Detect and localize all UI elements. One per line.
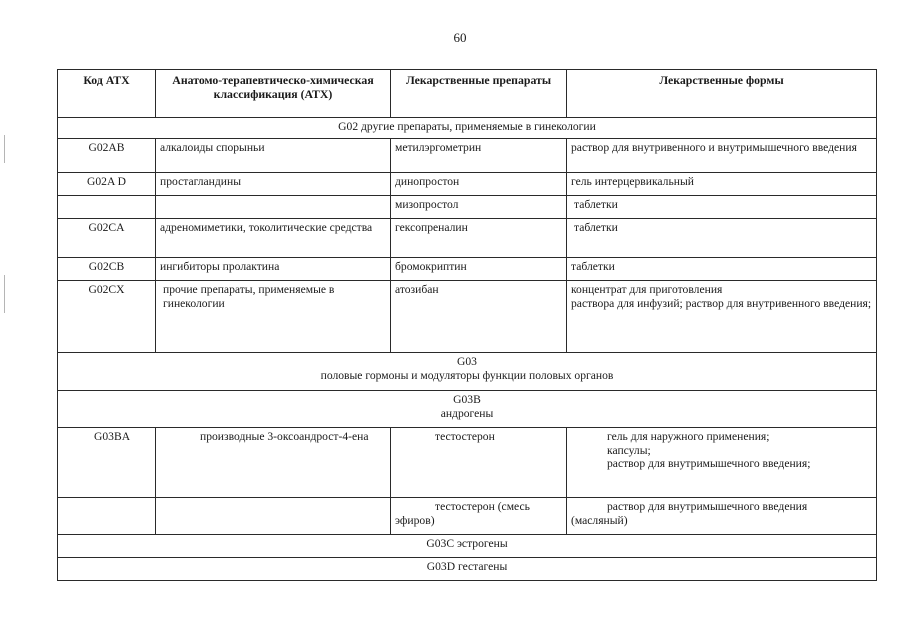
row-drug [391, 498, 567, 535]
row-code: G02CA [58, 219, 156, 258]
form-line: концентрат для приготовления [571, 283, 723, 296]
section-g02: G02 другие препараты, применяемые в гинекологии [58, 118, 877, 139]
section-g03b [58, 391, 877, 428]
section-row [58, 391, 877, 428]
row-form: таблетки [567, 219, 877, 258]
row-class: ингибиторы пролактина [156, 258, 391, 281]
left-margin-mark [4, 135, 5, 163]
row-code: G02A D [58, 173, 156, 196]
row-form: гель интерцервикальный [567, 173, 877, 196]
section-g03c: G03C эстрогены [58, 535, 877, 558]
row-drug: бромокриптин [391, 258, 567, 281]
row-code [58, 196, 156, 219]
row-code: G02CX [58, 281, 156, 353]
table-row [58, 428, 877, 498]
section-title: половые гормоны и модуляторы функции половых органов [320, 368, 614, 382]
table-row [58, 173, 877, 196]
drug-line: эфиров) [395, 513, 435, 527]
row-class: алкалоиды спорыньи [156, 139, 391, 173]
row-form: раствор для внутривенного и внутримышечного введения [567, 139, 877, 173]
row-form [567, 498, 877, 535]
form-line: раствор для внутримышечного введения; [607, 457, 811, 470]
table-row [58, 498, 877, 535]
form-line: гель для наружного применения; [607, 430, 770, 443]
form-line: (масляный) [571, 513, 628, 527]
row-form: таблетки [567, 196, 877, 219]
section-g03 [58, 353, 877, 391]
row-form: таблетки [567, 258, 877, 281]
row-code: G02CB [58, 258, 156, 281]
table-row [58, 196, 877, 219]
row-code: G03BA [58, 428, 156, 498]
section-g03d: G03D гестагены [58, 558, 877, 581]
row-drug: гексопреналин [391, 219, 567, 258]
row-code [58, 498, 156, 535]
row-class [156, 196, 391, 219]
header-classification: Анатомо-терапевтическо-химическая классификация (АТХ) [156, 70, 391, 118]
row-drug: атозибан [391, 281, 567, 353]
row-drug: тестостерон [391, 428, 567, 498]
section-code: G03 [457, 355, 477, 368]
row-code: G02AB [58, 139, 156, 173]
row-drug: метилэргометрин [391, 139, 567, 173]
table-header-row [58, 70, 877, 118]
row-drug: мизопростол [391, 196, 567, 219]
row-form [567, 428, 877, 498]
section-row [58, 558, 877, 581]
form-line: раствор для внутримышечного введения [607, 500, 808, 513]
row-form [567, 281, 877, 353]
table-row [58, 139, 877, 173]
header-forms: Лекарственные формы [567, 70, 877, 118]
section-code: G03B [453, 393, 481, 406]
section-title: андрогены [440, 406, 494, 420]
table-row [58, 219, 877, 258]
form-line: раствора для инфузий; раствор для внутривенного введения; [571, 296, 872, 310]
row-class: производные 3-оксоандрост-4-ена [156, 428, 391, 498]
form-line: капсулы; [607, 443, 651, 457]
header-code: Код АТХ [58, 70, 156, 118]
section-row [58, 535, 877, 558]
atx-table [57, 69, 877, 581]
row-class [156, 498, 391, 535]
row-drug: динопростон [391, 173, 567, 196]
page-number: 60 [453, 30, 467, 45]
section-row [58, 118, 877, 139]
row-class: прочие препараты, применяемые в гинекологии [156, 281, 391, 353]
header-drugs: Лекарственные препараты [391, 70, 567, 118]
row-class: адреномиметики, токолитические средства [156, 219, 391, 258]
table-row [58, 258, 877, 281]
left-margin-mark [4, 275, 5, 313]
section-row [58, 353, 877, 391]
row-class: простагландины [156, 173, 391, 196]
drug-line: тестостерон (смесь [435, 500, 530, 513]
table-row [58, 281, 877, 353]
